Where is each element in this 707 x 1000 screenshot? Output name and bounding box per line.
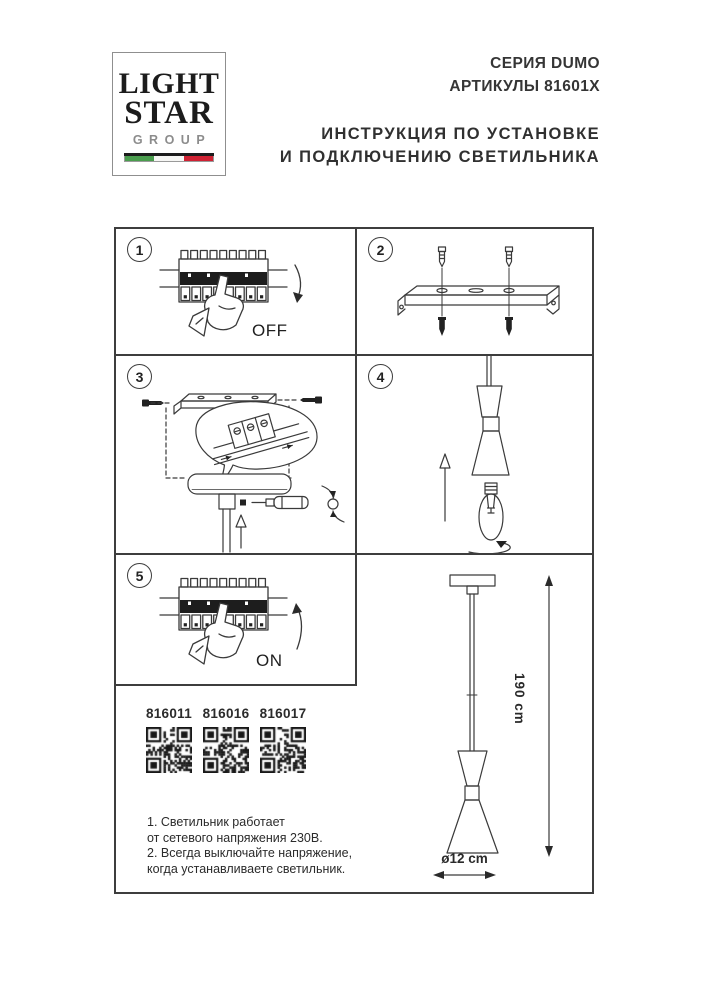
- cord-drawing: [487, 356, 491, 386]
- step-3-badge: 3: [127, 364, 152, 389]
- note-line: когда устанавливаете светильник.: [147, 861, 346, 876]
- qr-item: [200, 706, 252, 778]
- qr-code: [260, 727, 306, 773]
- diameter-dimension-label: ø12 cm: [441, 851, 488, 866]
- instruction-grid: [114, 227, 594, 894]
- note-line: от сетевого напряжения 230В.: [147, 830, 323, 845]
- step-2-panel: [357, 229, 592, 354]
- arrow-up-icon: [292, 603, 302, 649]
- magnifier-balloon: [196, 402, 317, 484]
- shade-bulb-illustration: [357, 356, 592, 553]
- step-4-panel: [357, 356, 592, 553]
- dimension-drawing-cell: [357, 555, 592, 892]
- qr-code: [146, 727, 192, 773]
- screw-icon: [439, 247, 513, 267]
- italian-flag-stripe: [124, 153, 214, 162]
- canopy-drawing: [188, 474, 291, 494]
- step-5-badge: 5: [127, 563, 152, 588]
- diameter-dimension-arrow: [433, 871, 496, 879]
- breaker-on-illustration: [116, 555, 355, 684]
- step-3-panel: [116, 356, 355, 553]
- series-title: СЕРИЯ DUMO: [490, 55, 600, 72]
- height-dimension-label: 190 cm: [512, 673, 527, 725]
- rotate-hand-icon: [322, 486, 344, 522]
- article-number: 816011: [145, 706, 193, 721]
- instruction-title: [280, 123, 600, 169]
- step-4-badge: 4: [368, 364, 393, 389]
- step-1-panel: [116, 229, 355, 354]
- article-number: 816016: [202, 706, 250, 721]
- on-label: ON: [256, 651, 283, 670]
- flag-white: [154, 156, 183, 161]
- lightstar-logo: [112, 52, 226, 176]
- height-dimension-line: [545, 575, 553, 857]
- step-5-panel: [116, 555, 355, 684]
- logo-word-group: GROUP: [132, 133, 212, 147]
- qr-item: [143, 706, 195, 778]
- breaker-off-illustration: [116, 229, 355, 354]
- wiring-illustration: [116, 356, 355, 553]
- note-line: 1. Светильник работает: [147, 815, 285, 829]
- article-number: 816017: [259, 706, 307, 721]
- safety-notes: [147, 815, 352, 877]
- document-header: [280, 53, 600, 169]
- screwdriver-icon: [252, 497, 308, 509]
- arrow-up-icon: [236, 515, 246, 548]
- logo-word-star: STAR: [124, 95, 214, 131]
- arrow-up-icon: [440, 454, 450, 521]
- instruction-title-line1: ИНСТРУКЦИЯ ПО УСТАНОВКЕ: [321, 125, 600, 143]
- step-1-badge: 1: [127, 237, 152, 262]
- qr-item: [257, 706, 309, 778]
- flag-green: [125, 156, 154, 161]
- instruction-title-line2: И ПОДКЛЮЧЕНИЮ СВЕТИЛЬНИКА: [279, 148, 600, 166]
- qr-code: [203, 727, 249, 773]
- off-label: OFF: [252, 321, 288, 340]
- step-2-badge: 2: [368, 237, 393, 262]
- articles-title: АРТИКУЛЫ 81601X: [449, 77, 600, 95]
- rotate-arrow-icon: [469, 541, 510, 553]
- bracket-illustration: [357, 229, 592, 354]
- note-line: 2. Всегда выключайте напряжение,: [147, 846, 353, 860]
- qr-notes-area: [116, 686, 355, 892]
- flag-red: [184, 156, 213, 161]
- arrow-down-icon: [293, 265, 303, 303]
- logo-word-light: LIGHT: [118, 67, 220, 100]
- pendant-lamp-drawing: [357, 555, 592, 892]
- wall-anchor-icon: [438, 317, 513, 336]
- bulb-icon: [479, 483, 503, 540]
